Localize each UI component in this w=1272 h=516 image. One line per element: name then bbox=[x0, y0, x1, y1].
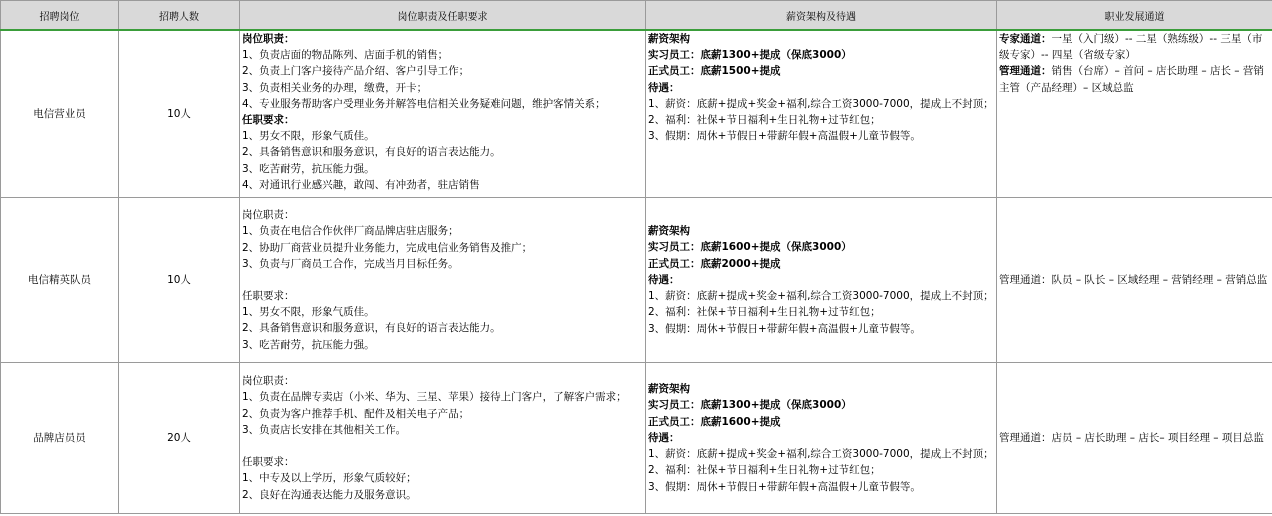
header-row bbox=[1, 1, 1272, 31]
duty-line: 2、负责为客户推荐手机、配件及相关电子产品； bbox=[242, 407, 470, 420]
duty-line bbox=[242, 272, 645, 288]
salary-line: 实习员工：底薪1600+提成（保底3000） bbox=[648, 241, 852, 254]
salary-cell bbox=[646, 30, 997, 198]
salary-line: 3、假期：周休+节假日+带薪年假+高温假+儿童节假等。 bbox=[648, 480, 921, 493]
duty-line: 3、负责相关业务的办理，缴费，开卡； bbox=[242, 81, 428, 94]
salary-line: 薪资架构 bbox=[648, 33, 690, 45]
duty-line: 3、吃苦耐劳，抗压能力强。 bbox=[242, 162, 375, 175]
salary-line: 3、假期：周休+节假日+带薪年假+高温假+儿童节假等。 bbox=[648, 322, 921, 335]
duty-line: 岗位职责： bbox=[242, 33, 295, 45]
position-cell: 电信营业员 bbox=[1, 30, 119, 198]
salary-line: 2、福利：社保+节日福利+生日礼物+过节红包； bbox=[648, 306, 881, 319]
duties-cell bbox=[240, 198, 646, 363]
position-cell: 电信精英队员 bbox=[1, 198, 119, 363]
career-cell bbox=[997, 363, 1272, 514]
salary-line: 3、假期：周休+节假日+带薪年假+高温假+儿童节假等。 bbox=[648, 130, 921, 143]
duty-line: 任职要求： bbox=[242, 114, 295, 127]
duty-line: 2、具备销售意识和服务意识，有良好的语言表达能力。 bbox=[242, 322, 501, 335]
salary-line: 2、福利：社保+节日福利+生日礼物+过节红包； bbox=[648, 114, 881, 127]
header-count: 招聘人数 bbox=[119, 1, 240, 31]
count-cell: 10人 bbox=[119, 30, 240, 198]
salary-line: 1、薪资：底薪+提成+奖金+福利,综合工资3000-7000，提成上不封顶； bbox=[648, 97, 994, 110]
table-row bbox=[1, 30, 1272, 198]
salary-cell bbox=[646, 198, 997, 363]
header-position: 招聘岗位 bbox=[1, 1, 119, 31]
table-row bbox=[1, 363, 1272, 514]
count-cell: 20人 bbox=[119, 363, 240, 514]
salary-line: 2、福利：社保+节日福利+生日礼物+过节红包； bbox=[648, 464, 881, 477]
duty-line: 岗位职责： bbox=[242, 209, 295, 222]
duty-line: 1、负责店面的物品陈列、店面手机的销售； bbox=[242, 49, 449, 62]
salary-line: 实习员工：底薪1300+提成（保底3000） bbox=[648, 399, 852, 412]
career-label: 专家通道： bbox=[999, 33, 1052, 45]
header-duties: 岗位职责及任职要求 bbox=[240, 1, 646, 31]
career-line bbox=[999, 430, 1272, 446]
duty-line: 任职要求： bbox=[242, 456, 295, 469]
salary-line: 正式员工：底薪1500+提成 bbox=[648, 65, 781, 78]
duty-line: 1、中专及以上学历，形象气质较好； bbox=[242, 472, 417, 485]
salary-cell bbox=[646, 363, 997, 514]
duties-cell bbox=[240, 363, 646, 514]
career-line bbox=[999, 31, 1272, 63]
salary-line: 待遇： bbox=[648, 81, 680, 94]
salary-line: 1、薪资：底薪+提成+奖金+福利,综合工资3000-7000，提成上不封顶； bbox=[648, 448, 994, 461]
career-cell bbox=[997, 30, 1272, 198]
count-cell: 10人 bbox=[119, 198, 240, 363]
salary-line: 薪资架构 bbox=[648, 383, 690, 396]
career-text: 一星（入门级）-- 二星（熟练级）-- 三星（市级专家）-- 四星（省级专家） bbox=[999, 33, 1263, 62]
career-line bbox=[999, 272, 1272, 288]
position-cell: 品牌店员员 bbox=[1, 363, 119, 514]
duty-line: 1、男女不限，形象气质佳。 bbox=[242, 306, 375, 319]
duty-line: 2、负责上门客户接待产品介绍、客户引导工作； bbox=[242, 65, 470, 78]
career-text: 管理通道：队员 – 队长 – 区域经理 – 营销经理 – 营销总监 bbox=[999, 273, 1268, 286]
duty-line: 3、吃苦耐劳，抗压能力强。 bbox=[242, 338, 375, 351]
career-text: 销售（台席）– 首问 – 店长助理 – 店长 – 营销主管（产品经理）– 区域总监 bbox=[999, 65, 1264, 94]
salary-line: 待遇： bbox=[648, 273, 680, 286]
duty-line: 1、负责在电信合作伙伴厂商品牌店驻店服务； bbox=[242, 225, 459, 238]
header-career: 职业发展通道 bbox=[997, 1, 1272, 31]
career-line bbox=[999, 63, 1272, 95]
duty-line bbox=[242, 438, 645, 454]
duty-line: 2、良好在沟通表达能力及服务意识。 bbox=[242, 488, 417, 501]
duty-line: 1、男女不限，形象气质佳。 bbox=[242, 130, 375, 143]
salary-line: 实习员工：底薪1300+提成（保底3000） bbox=[648, 49, 852, 62]
duty-line: 岗位职责： bbox=[242, 375, 295, 388]
duty-line: 2、具备销售意识和服务意识，有良好的语言表达能力。 bbox=[242, 146, 501, 159]
duty-line: 3、负责店长安排在其他相关工作。 bbox=[242, 423, 407, 436]
salary-line: 正式员工：底薪2000+提成 bbox=[648, 257, 781, 270]
career-cell bbox=[997, 198, 1272, 363]
salary-line: 1、薪资：底薪+提成+奖金+福利,综合工资3000-7000，提成上不封顶； bbox=[648, 290, 994, 303]
duty-line: 任职要求： bbox=[242, 290, 295, 302]
career-label: 管理通道： bbox=[999, 65, 1052, 78]
salary-line: 待遇： bbox=[648, 431, 680, 444]
salary-line: 正式员工：底薪1600+提成 bbox=[648, 415, 781, 428]
duty-line: 2、协助厂商营业员提升业务能力，完成电信业务销售及推广； bbox=[242, 241, 533, 254]
salary-line: 薪资架构 bbox=[648, 225, 690, 238]
duty-line: 3、负责与厂商员工合作，完成当月目标任务。 bbox=[242, 257, 459, 270]
career-text: 管理通道：店员 – 店长助理 – 店长– 项目经理 – 项目总监 bbox=[999, 431, 1264, 444]
table-row bbox=[1, 198, 1272, 363]
header-salary: 薪资架构及待遇 bbox=[646, 1, 997, 31]
duty-line: 4、对通讯行业感兴趣，敢闯、有冲劲者，驻店销售 bbox=[242, 178, 480, 191]
duties-cell bbox=[240, 30, 646, 198]
duty-line: 4、专业服务帮助客户受理业务并解答电信相关业务疑难问题，维护客情关系； bbox=[242, 97, 606, 110]
duty-line: 1、负责在品牌专卖店（小米、华为、三星、苹果）接待上门客户，了解客户需求； bbox=[242, 391, 627, 404]
